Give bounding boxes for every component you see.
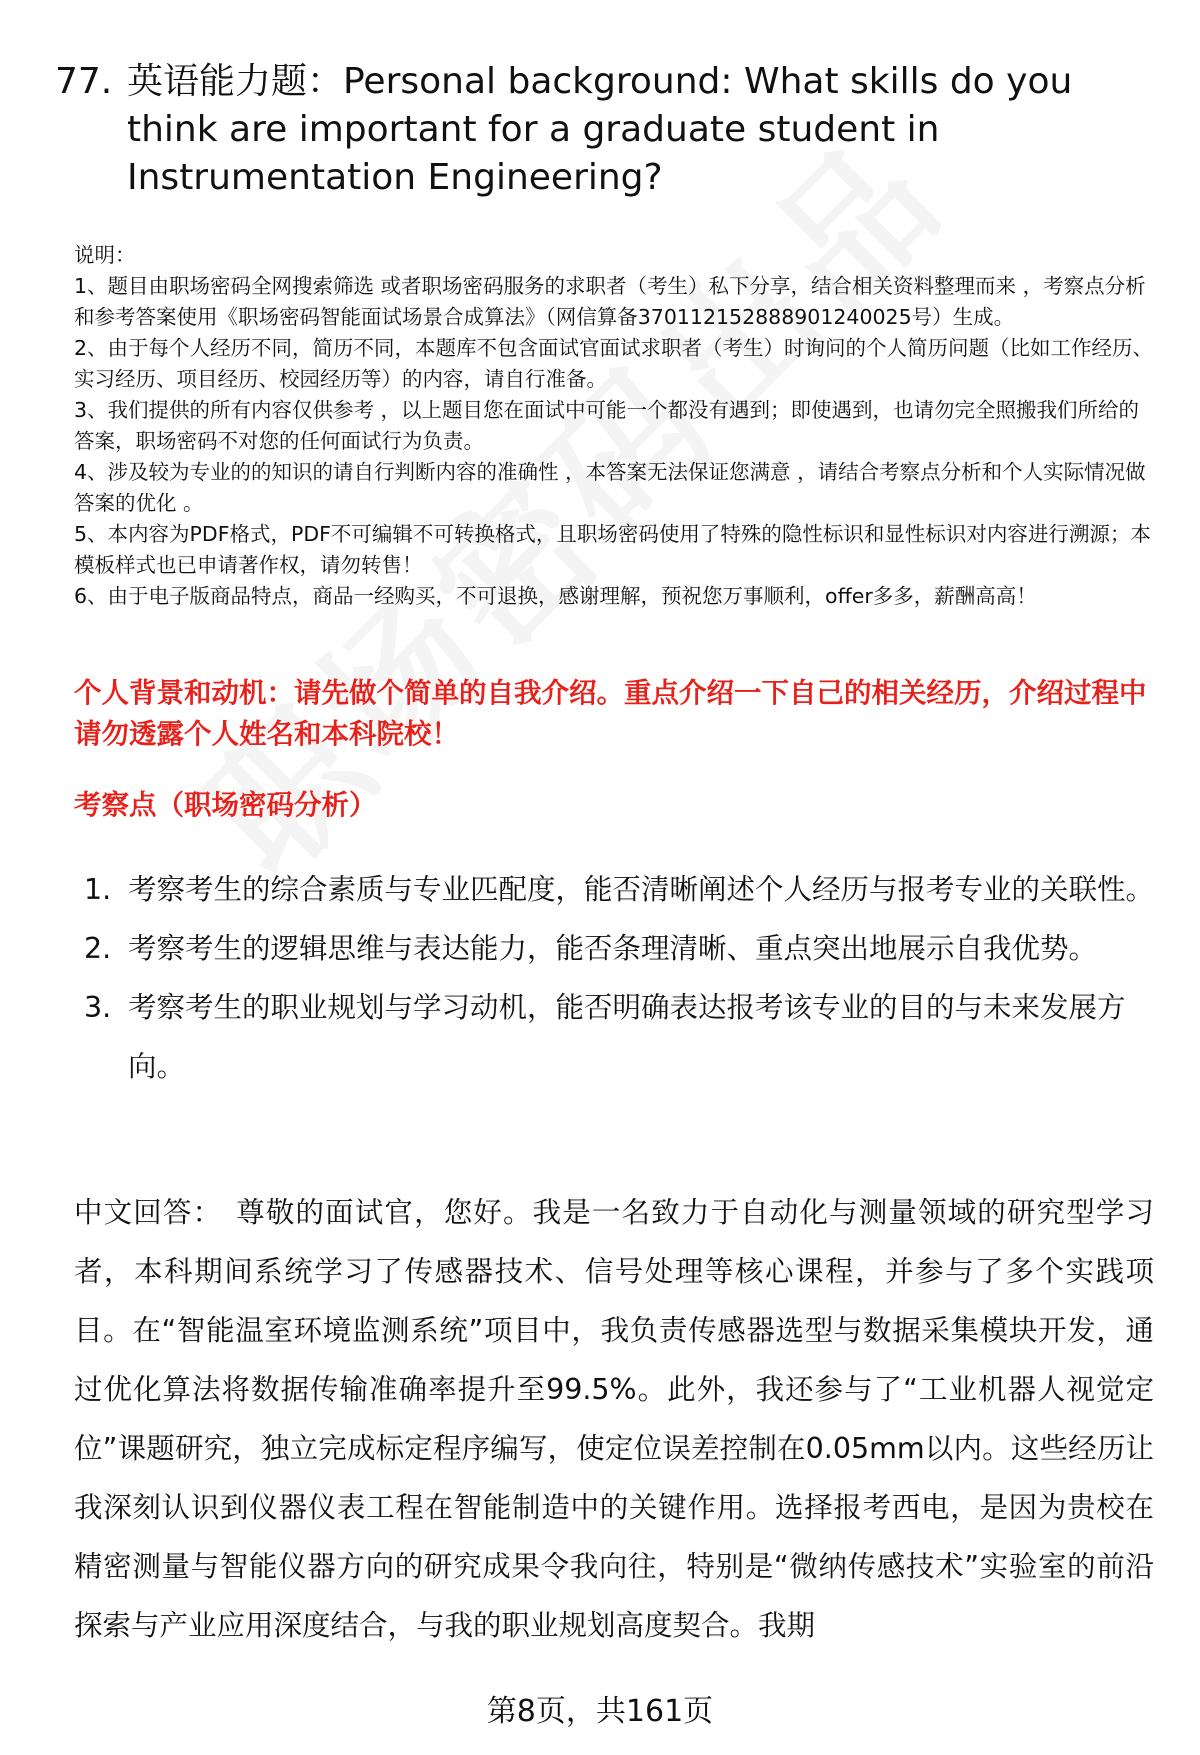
- analysis-point: [84, 978, 1154, 1096]
- point-text: 考察考生的逻辑思维与表达能力，能否条理清晰、重点突出地展示自我优势。: [128, 932, 1098, 965]
- note-item: 5、本内容为PDF格式，PDF不可编辑不可转换格式，且职场密码使用了特殊的隐性标识和显性标识对内容进行溯源；本模板样式也已申请著作权，请勿转售！: [74, 522, 1151, 577]
- question-number: 77.: [55, 61, 113, 102]
- analysis-point: [84, 919, 1154, 978]
- section-heading-background: 个人背景和动机：请先做个简单的自我介绍。重点介绍一下自己的相关经历，介绍过程中请勿透露个人姓名和本科院校！: [74, 677, 1147, 750]
- page-footer: 第8页，共161页: [486, 1694, 714, 1729]
- note-item: 2、由于每个人经历不同，简历不同，本题库不包含面试官面试求职者（考生）时询问的个人简历问题（比如工作经历、实习经历、项目经历、校园经历等）的内容，请自行准备。: [74, 336, 1154, 391]
- answer-text: 尊敬的面试官，您好。我是一名致力于自动化与测量领域的研究型学习者，本科期间系统学习了传感器技术、信号处理等核心课程，并参与了多个实践项目。在“智能温室环境监测系统”项目中，我负责传感器选型与数据采集模块开发，通过优化算法将数据传输准确率提升至99.5%。此外，我还参与了“工业机器人视觉定位”课题研究，独立完成标定程序编写，使定位误差控制在0.05mm以内。这些经历让我深刻认识到仪器仪表工程在智能制造中的关键作用。选择报考西电，是因为贵校在精密测量与智能仪器方向的研究成果令我向往，特别是“微纳传感技术”实验室的前沿探索与产业应用深度结合，与我的职业规划高度契合。我期: [74, 1196, 1154, 1642]
- note-item: 6、由于电子版商品特点，商品一经购买，不可退换，感谢理解，预祝您万事顺利，offer多多，薪酬高高！: [74, 584, 1037, 608]
- question-title: [55, 58, 1155, 202]
- question-text: 英语能力题：Personal background: What skills do you think are important for a graduate student in Instrumentation Engineering?: [127, 61, 1073, 198]
- point-number: 2.: [84, 932, 112, 965]
- point-number: 3.: [84, 991, 112, 1024]
- chinese-answer: [74, 1183, 1154, 1655]
- point-text: 考察考生的职业规划与学习动机，能否明确表达报考该专业的目的与未来发展方向。: [128, 991, 1126, 1083]
- notes-section: [74, 240, 1154, 612]
- analysis-points: [84, 860, 1154, 1096]
- point-text: 考察考生的综合素质与专业匹配度，能否清晰阐述个人经历与报考专业的关联性。: [128, 873, 1155, 906]
- note-item: 4、涉及较为专业的的知识的请自行判断内容的准确性 ，本答案无法保证您满意 ，请结合考察点分析和个人实际情况做答案的优化 。: [74, 460, 1146, 515]
- point-number: 1.: [84, 873, 112, 906]
- note-item: 3、我们提供的所有内容仅供参考 ，以上题目您在面试中可能一个都没有遇到；即使遇到，也请勿完全照搬我们所给的答案，职场密码不对您的任何面试行为负责。: [74, 398, 1140, 453]
- answer-label: 中文回答：: [74, 1196, 223, 1229]
- analysis-point: [84, 860, 1154, 919]
- notes-title: 说明：: [74, 243, 136, 267]
- note-item: 1、题目由职场密码全网搜索筛选 或者职场密码服务的求职者（考生）私下分享，结合相关资料整理而来 ，考察点分析和参考答案使用《职场密码智能面试场景合成算法》（网信算备370112152888901240025号）生成。: [74, 274, 1146, 329]
- analysis-heading: 考察点（职场密码分析）: [74, 789, 377, 821]
